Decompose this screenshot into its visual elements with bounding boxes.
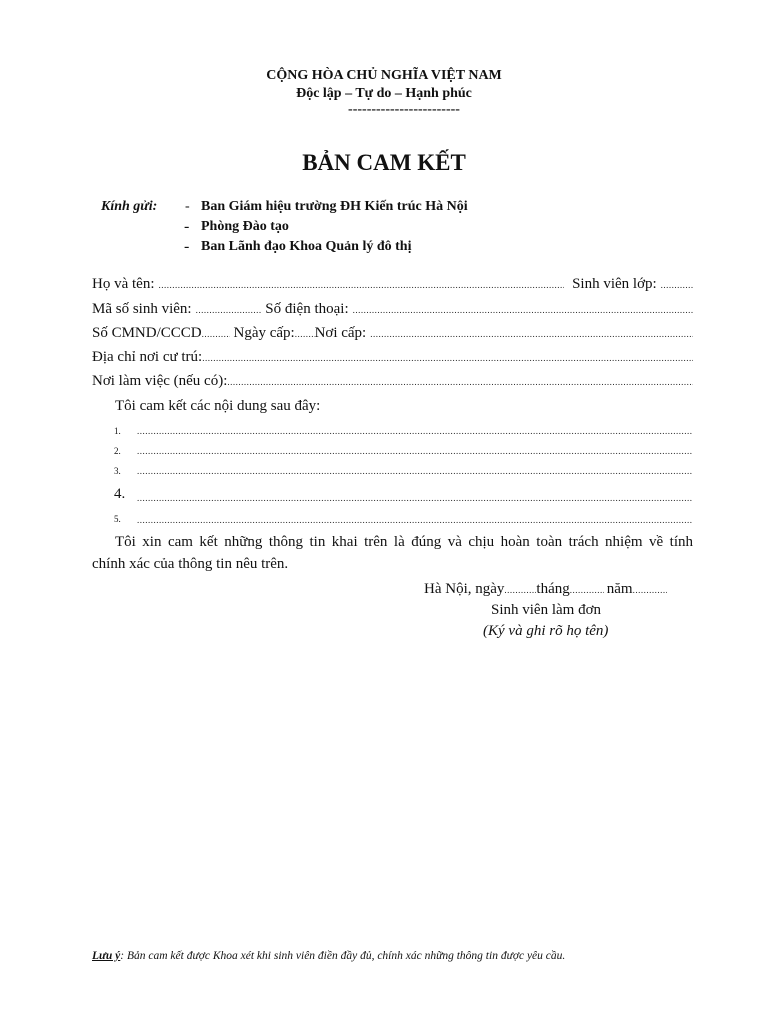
full-name-field[interactable] (158, 280, 564, 290)
student-id-label: Mã số sinh viên: (92, 301, 192, 317)
commit-line-1[interactable] (137, 426, 693, 436)
id-card-label: Số CMND/CCCD (92, 325, 202, 341)
class-field[interactable] (661, 280, 693, 290)
signer-title: Sinh viên làm đơn (491, 602, 602, 618)
declaration-text: Tôi xin cam kết những thông tin khai trên là đúng và chịu hoàn toàn trách nhiệm về tính (115, 534, 693, 550)
day-field[interactable] (504, 585, 536, 595)
recipient-bullet: - (185, 199, 190, 214)
row-workplace (92, 373, 693, 390)
national-motto: Độc lập – Tự do – Hạnh phúc (296, 86, 472, 101)
note-label: Lưu ý (92, 950, 121, 962)
recipient-item: Phòng Đào tạo (201, 219, 289, 234)
row-idcard (92, 325, 693, 342)
list-number: 4. (114, 486, 126, 502)
row-id-phone (92, 301, 693, 318)
list-number: 2. (114, 446, 121, 456)
note-text: : Bản cam kết được Khoa xét khi sinh viên điền đầy đủ, chính xác những thông tin được yêu cầu. (120, 950, 566, 962)
year-label: năm (606, 581, 633, 597)
phone-field[interactable] (353, 305, 693, 315)
student-id-field[interactable] (196, 305, 263, 315)
place-date-label: Hà Nội, ngày (424, 581, 505, 597)
commit-line-2[interactable] (137, 446, 693, 456)
declaration-line-1 (92, 534, 693, 551)
class-label: Sinh viên lớp: (572, 276, 657, 292)
list-number: 5. (114, 514, 121, 524)
month-field[interactable] (570, 585, 604, 595)
recipient-bullet: - (184, 238, 190, 255)
declaration-line-2: chính xác của thông tin nêu trên. (92, 556, 289, 572)
header-divider: ------------------------ (348, 102, 460, 117)
year-field[interactable] (633, 585, 667, 595)
recipient-bullet: - (184, 218, 190, 235)
list-number: 1. (114, 426, 121, 436)
row-name-class (92, 276, 693, 293)
row-address (92, 349, 693, 366)
full-name-label: Họ và tên: (92, 276, 155, 292)
signature-instruction: (Ký và ghi rõ họ tên) (483, 623, 609, 639)
phone-label: Số điện thoại: (265, 301, 349, 317)
recipient-item: Ban Lãnh đạo Khoa Quản lý đô thị (201, 239, 412, 254)
commit-line-4[interactable] (137, 493, 693, 503)
address-label: Địa chỉ nơi cư trú: (92, 349, 203, 365)
document-title: BẢN CAM KẾT (302, 150, 466, 175)
id-card-field[interactable] (202, 329, 230, 339)
address-field[interactable] (202, 353, 693, 363)
commit-line-3[interactable] (137, 466, 693, 476)
issue-date-field[interactable] (295, 329, 315, 339)
issue-place-field[interactable] (370, 329, 693, 339)
workplace-field[interactable] (227, 377, 693, 387)
recipient-label: Kính gửi: (101, 199, 158, 214)
issue-place-label: Nơi cấp: (314, 325, 367, 341)
country-name: CỘNG HÒA CHỦ NGHĨA VIỆT NAM (266, 68, 502, 83)
commit-line-5[interactable] (137, 515, 693, 525)
commit-intro: Tôi cam kết các nội dung sau đây: (115, 398, 321, 414)
recipient-item: Ban Giám hiệu trường ĐH Kiến trúc Hà Nội (201, 199, 468, 214)
footer-note (92, 950, 565, 962)
list-number: 3. (114, 466, 121, 476)
workplace-label: Nơi làm việc (nếu có): (92, 373, 228, 389)
issue-date-label: Ngày cấp: (233, 325, 295, 341)
month-label: tháng (536, 581, 570, 597)
date-line (424, 581, 667, 598)
